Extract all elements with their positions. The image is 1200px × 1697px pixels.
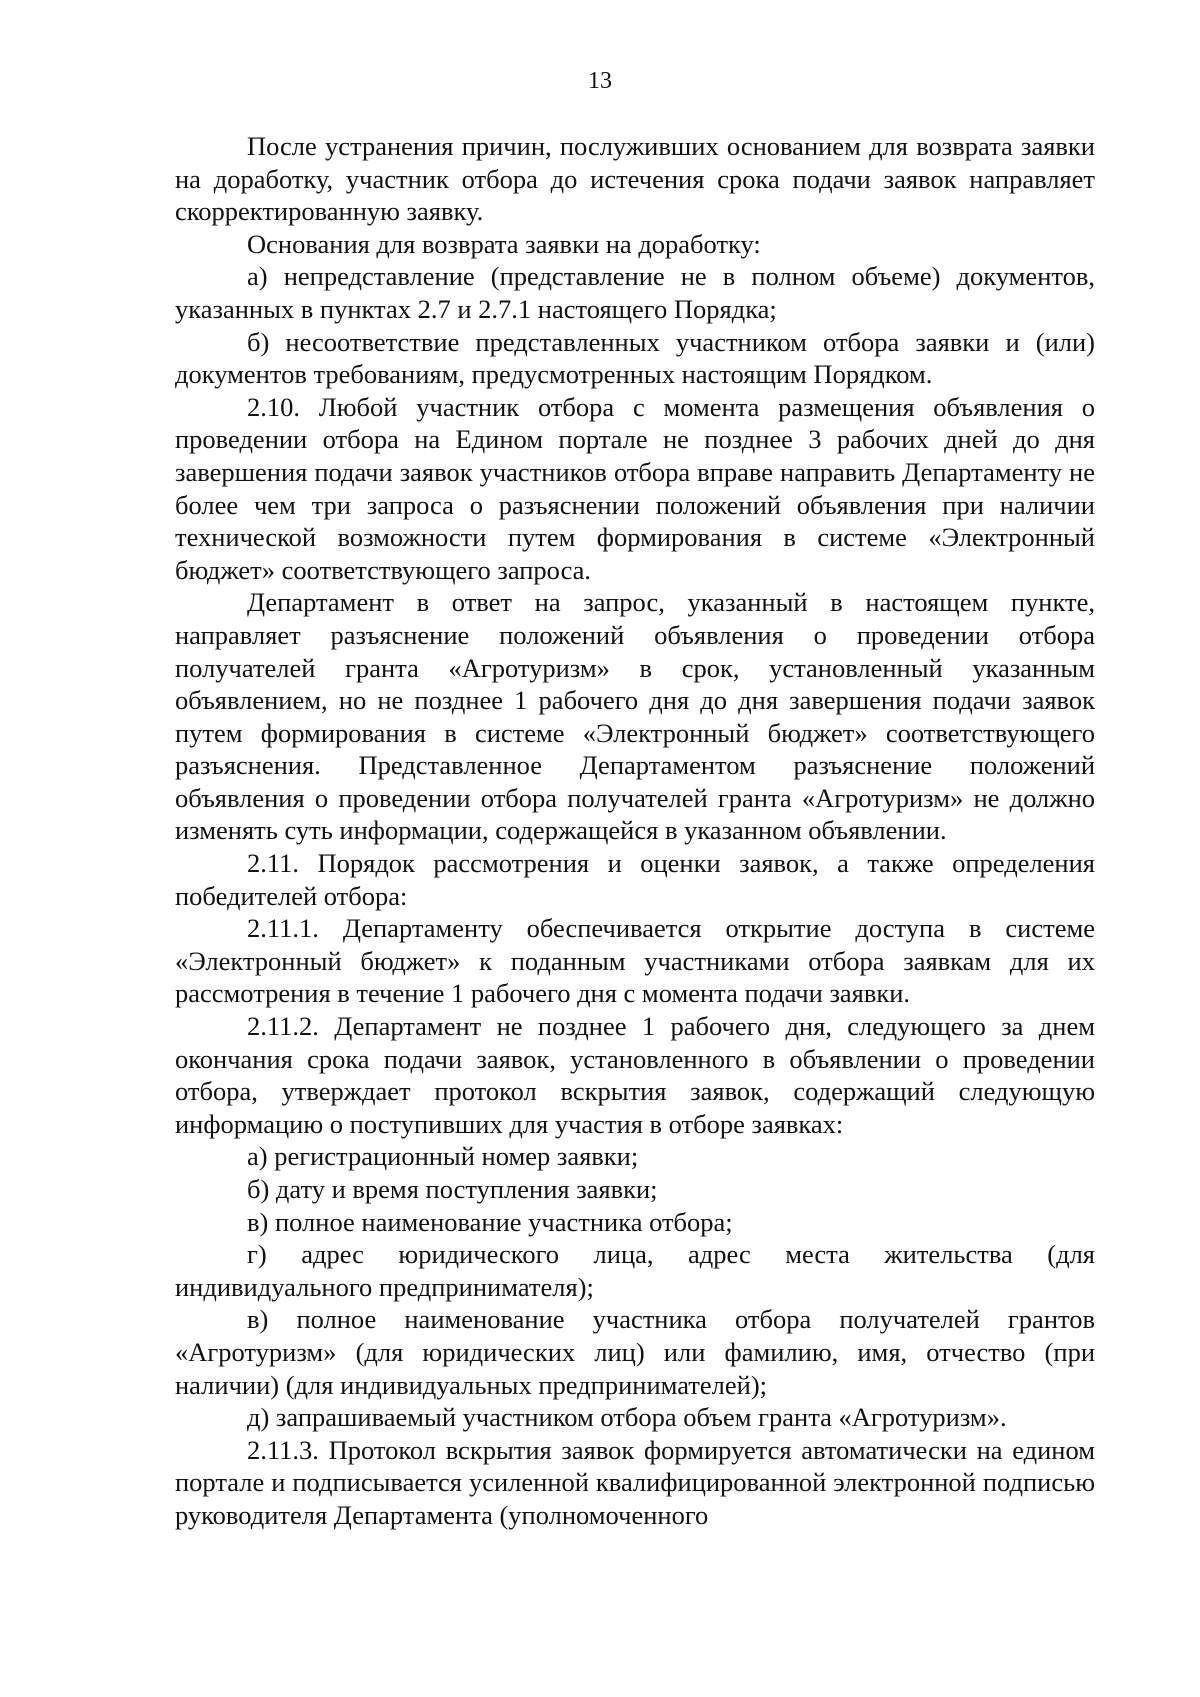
paragraph-ground-b: б) несоответствие представленных участником отбора заявки и (или) документов требованиям, предусмотренных настоящим Порядком. bbox=[175, 326, 1095, 390]
list-item-date-time: б) дату и время поступления заявки; bbox=[247, 1174, 658, 1204]
list-item-registration-number: а) регистрационный номер заявки; bbox=[247, 1141, 639, 1172]
paragraph-2-11-3: 2.11.3. Протокол вскрытия заявок формируется автоматически на едином портале и подписывается усиленной квалифицированной электронной подписью руководителя Департамента (уполномоченного bbox=[175, 1434, 1095, 1530]
document-body bbox=[175, 130, 1095, 1532]
paragraph-2-11: 2.11. Порядок рассмотрения и оценки заявок, а также определения победителей отбора: bbox=[175, 848, 1095, 911]
paragraph-ground-a: а) непредставление (представление не в полном объеме) документов, указанных в пунктах 2.7 и 2.7.1 настоящего Порядка; bbox=[175, 261, 1095, 324]
paragraph-return-grounds: Основания для возврата заявки на доработку: bbox=[247, 228, 761, 259]
paragraph-department-response: Департамент в ответ на запрос, указанный в настоящем пункте, направляет разъяснение положений объявления о проведении отбора получателей гранта «Агротуризм» в срок, установленный указанным объявлением, но не позднее 1 рабочего дня до дня завершения подачи заявок путем формирования в системе «Электронный бюджет» соответствующего разъяснения. Представленное Департаментом разъяснение положений объявления о проведении отбора получателей гранта «Агротуризм» не должно изменять суть информации, содержащейся в указанном объявлении. bbox=[175, 587, 1095, 846]
paragraph-2-11-2: 2.11.2. Департамент не позднее 1 рабочего дня, следующего за днем окончания срока подачи заявок, установленного в объявлении о проведении отбора, утверждает протокол вскрытия заявок, содержащий следующую информацию о поступивших для участия в отборе заявках: bbox=[175, 1011, 1095, 1139]
list-item-participant-name: в) полное наименование участника отбора; bbox=[247, 1206, 733, 1237]
list-item-full-name: в) полное наименование участника отбора получателей грантов «Агротуризм» (для юридических лиц) или фамилию, имя, отчество (при наличии) (для индивидуальных предпринимателей); bbox=[175, 1304, 1095, 1400]
paragraph-2-11-1: 2.11.1. Департаменту обеспечивается открытие доступа в системе «Электронный бюджет» к поданным участниками отбора заявкам для их рассмотрения в течение 1 рабочего дня с момента подачи заявки. bbox=[175, 913, 1095, 1009]
page-number: 13 bbox=[588, 68, 612, 94]
paragraph-2-10: 2.10. Любой участник отбора с момента размещения объявления о проведении отбора на Едином портале не позднее 3 рабочих дней до дня завершения подачи заявок участников отбора вправе направить Департаменту не более чем три запроса о разъяснении положений объявления при наличии технической возможности путем формирования в системе «Электронный бюджет» соответствующего запроса. bbox=[175, 391, 1095, 585]
list-item-address: г) адрес юридического лица, адрес места жительства (для индивидуального предпринимателя); bbox=[175, 1239, 1095, 1302]
list-item-grant-amount: д) запрашиваемый участником отбора объем гранта «Агротуризм». bbox=[247, 1402, 1007, 1433]
paragraph-resubmission: После устранения причин, послуживших основанием для возврата заявки на доработку, участник отбора до истечения срока подачи заявок направляет скорректированную заявку. bbox=[175, 131, 1095, 227]
